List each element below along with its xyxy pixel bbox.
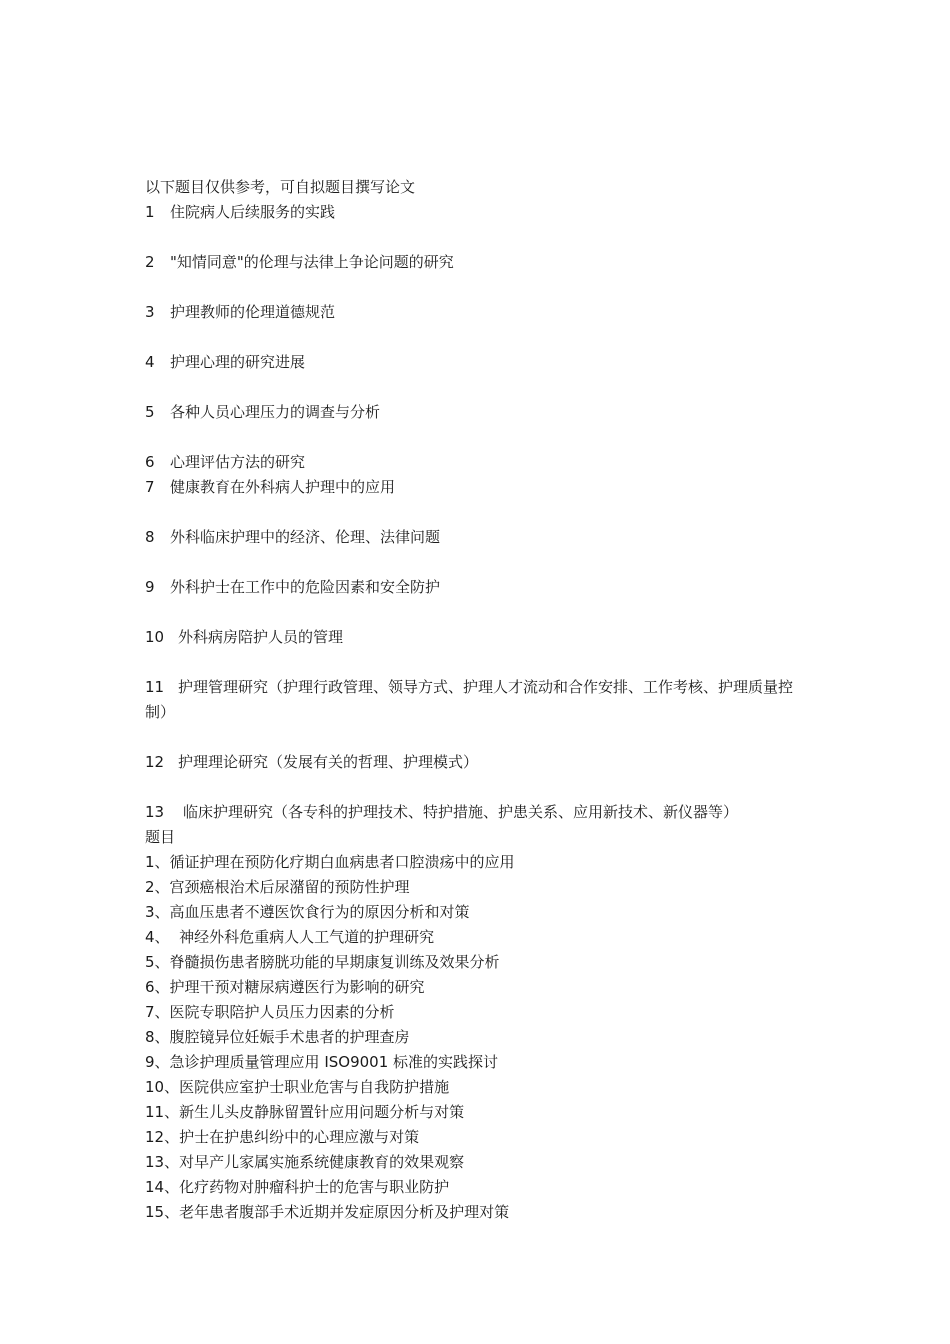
list-item xyxy=(145,1050,810,1075)
document-body xyxy=(145,175,810,1225)
section-heading: 题目 xyxy=(145,828,176,846)
list-number: 9、 xyxy=(145,1053,170,1071)
list-text: 急诊护理质量管理应用 ISO9001 标准的实践探讨 xyxy=(169,1053,499,1071)
topic-item xyxy=(145,450,810,475)
blank-line xyxy=(145,425,810,450)
blank-line xyxy=(145,375,810,400)
topic-text: 各种人员心理压力的调查与分析 xyxy=(170,403,381,421)
topic-item xyxy=(145,300,810,325)
topic-item xyxy=(145,750,810,775)
list-text: 新生儿头皮静脉留置针应用问题分析与对策 xyxy=(179,1103,465,1121)
list-text: 宫颈癌根治术后尿潴留的预防性护理 xyxy=(169,878,410,896)
list-item xyxy=(145,850,810,875)
topic-text: 住院病人后续服务的实践 xyxy=(170,203,336,221)
list-item xyxy=(145,950,810,975)
topic-number: 8 xyxy=(145,528,155,546)
topic-number: 2 xyxy=(145,253,155,271)
topic-text: 护理管理研究（护理行政管理、领导方式、护理人才流动和合作安排、工作考核、护理质量控制） xyxy=(145,678,794,721)
topic-number: 6 xyxy=(145,453,155,471)
list-item xyxy=(145,1075,810,1100)
topic-text: 心理评估方法的研究 xyxy=(170,453,306,471)
list-number: 13、 xyxy=(145,1153,180,1171)
list-text: 医院专职陪护人员压力因素的分析 xyxy=(169,1003,395,1021)
topic-number: 7 xyxy=(145,478,155,496)
list-number: 10、 xyxy=(145,1078,180,1096)
list-text: 对早产儿家属实施系统健康教育的效果观察 xyxy=(179,1153,465,1171)
list-item xyxy=(145,1125,810,1150)
topic-number: 1 xyxy=(145,203,155,221)
blank-line xyxy=(145,775,810,800)
list-text: 腹腔镜异位妊娠手术患者的护理查房 xyxy=(169,1028,410,1046)
list-number: 3、 xyxy=(145,903,170,921)
list-item xyxy=(145,1025,810,1050)
list-number: 1、 xyxy=(145,853,170,871)
list-item xyxy=(145,875,810,900)
list-number: 11、 xyxy=(145,1103,180,1121)
list-text: 循证护理在预防化疗期白血病患者口腔溃疡中的应用 xyxy=(169,853,515,871)
blank-line xyxy=(145,500,810,525)
blank-line xyxy=(145,325,810,350)
list-item xyxy=(145,1200,810,1225)
list-text: 护理干预对糖尿病遵医行为影响的研究 xyxy=(169,978,425,996)
blank-line xyxy=(145,550,810,575)
topic-item xyxy=(145,200,810,225)
list-item xyxy=(145,1100,810,1125)
list-number: 4、 xyxy=(145,928,170,946)
topic-number: 10 xyxy=(145,628,165,646)
list-number: 14、 xyxy=(145,1178,180,1196)
list-text: 医院供应室护士职业危害与自我防护措施 xyxy=(179,1078,450,1096)
topic-item xyxy=(145,350,810,375)
topic-item xyxy=(145,575,810,600)
topic-item xyxy=(145,400,810,425)
list-number: 5、 xyxy=(145,953,170,971)
list-number: 12、 xyxy=(145,1128,180,1146)
list-item xyxy=(145,1000,810,1025)
topic-item xyxy=(145,250,810,275)
blank-line xyxy=(145,275,810,300)
topic-item xyxy=(145,475,810,500)
topic-item xyxy=(145,675,810,725)
topic-item xyxy=(145,625,810,650)
topic-number: 13 xyxy=(145,803,165,821)
topic-text: 护理理论研究（发展有关的哲理、护理模式） xyxy=(178,753,479,771)
blank-line xyxy=(145,650,810,675)
list-text: 神经外科危重病人人工气道的护理研究 xyxy=(169,928,435,946)
list-text: 高血压患者不遵医饮食行为的原因分析和对策 xyxy=(169,903,470,921)
topic-text: 外科护士在工作中的危险因素和安全防护 xyxy=(170,578,441,596)
list-item xyxy=(145,925,810,950)
blank-line xyxy=(145,225,810,250)
list-number: 8、 xyxy=(145,1028,170,1046)
topic-number: 9 xyxy=(145,578,155,596)
topic-number: 5 xyxy=(145,403,155,421)
blank-line xyxy=(145,725,810,750)
list-text: 化疗药物对肿瘤科护士的危害与职业防护 xyxy=(179,1178,450,1196)
list-item xyxy=(145,1150,810,1175)
topic-text: 外科病房陪护人员的管理 xyxy=(178,628,344,646)
topic-text: 护理心理的研究进展 xyxy=(170,353,306,371)
blank-line xyxy=(145,600,810,625)
list-number: 15、 xyxy=(145,1203,180,1221)
topic-item xyxy=(145,800,810,825)
intro-text: 以下题目仅供参考，可自拟题目撰写论文 xyxy=(145,178,416,196)
topic-text: 护理教师的伦理道德规范 xyxy=(170,303,336,321)
topic-number: 4 xyxy=(145,353,155,371)
list-number: 6、 xyxy=(145,978,170,996)
list-number: 2、 xyxy=(145,878,170,896)
topic-number: 11 xyxy=(145,678,165,696)
topic-text: 临床护理研究（各专科的护理技术、特护措施、护患关系、应用新技术、新仪器等） xyxy=(183,803,739,821)
topic-number: 3 xyxy=(145,303,155,321)
list-item xyxy=(145,1175,810,1200)
topic-number: 12 xyxy=(145,753,165,771)
list-item xyxy=(145,975,810,1000)
list-number: 7、 xyxy=(145,1003,170,1021)
topic-item xyxy=(145,525,810,550)
list-item xyxy=(145,900,810,925)
list-text: 脊髓损伤患者膀胱功能的早期康复训练及效果分析 xyxy=(169,953,500,971)
topic-text: 健康教育在外科病人护理中的应用 xyxy=(170,478,396,496)
topic-text: 外科临床护理中的经济、伦理、法律问题 xyxy=(170,528,441,546)
topic-text: "知情同意"的伦理与法律上争论问题的研究 xyxy=(170,253,454,271)
list-text: 老年患者腹部手术近期并发症原因分析及护理对策 xyxy=(179,1203,510,1221)
list-text: 护士在护患纠纷中的心理应激与对策 xyxy=(179,1128,420,1146)
